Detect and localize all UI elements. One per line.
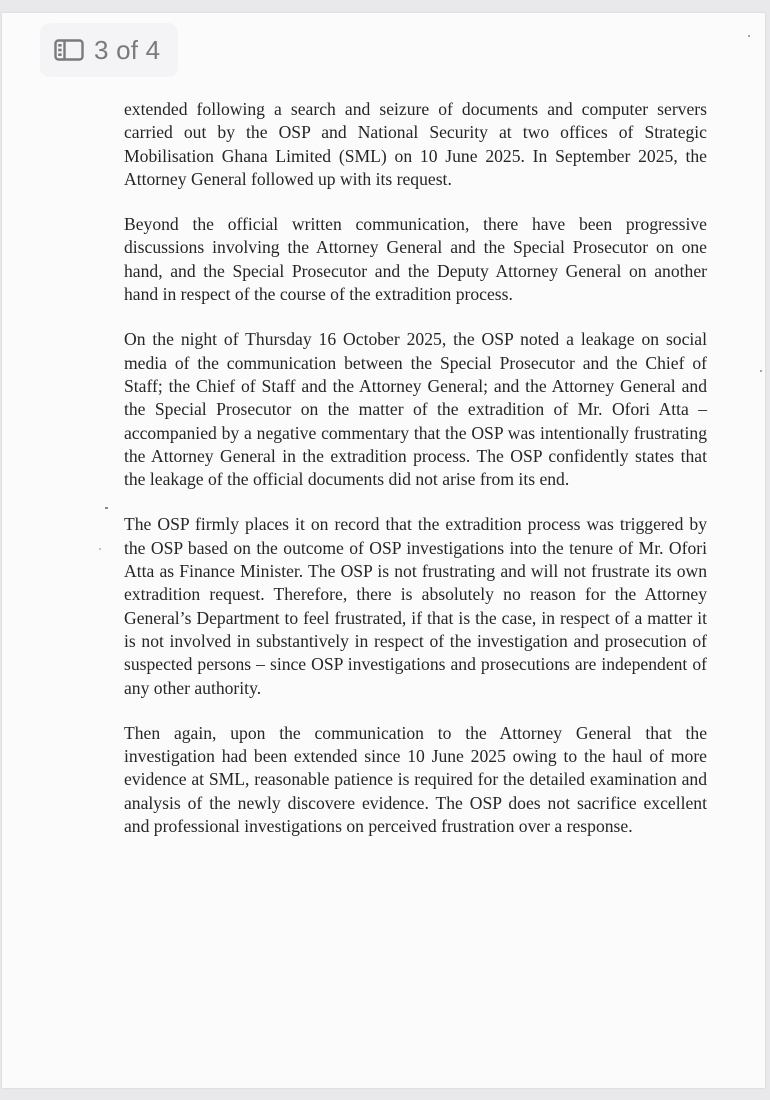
document-body: [124, 98, 707, 838]
scan-speck: [760, 370, 762, 372]
scan-speck: [99, 548, 101, 550]
paragraph-4: The OSP firmly places it on record that the extradition process was triggered by the OSP based on the outcome of OSP investigations into the tenure of Mr. Ofori Atta as Finance Minister. The OSP is not frustrating and will not frustrate its own extradition request. Therefore, there is absolutely no reason for the Attorney General’s Department to feel frustrated, if that is the case, in respect of a matter it is not involved in substantively in respect of the investigation and prosecution of suspected persons – since OSP investigations and prosecutions are independent of any other authority.: [124, 514, 707, 698]
paragraph-5: Then again, upon the communication to the Attorney General that the investigation had been extended since 10 June 2025 owing to the haul of more evidence at SML, reasonable patience is required for the detailed examination and analysis of the newly discovere evidence. The OSP does not sacrifice excellent and professional investigations on perceived frustration over a response.: [124, 722, 707, 837]
paragraph-2: Beyond the official written communication, there have been progressive discussions involving the Attorney General and the Special Prosecutor on one hand, and the Special Prosecutor and the Deputy Attorney General on another hand in respect of the course of the extradition process.: [124, 214, 707, 305]
paragraph-3: On the night of Thursday 16 October 2025, the OSP noted a leakage on social media of the communication between the Special Prosecutor and the Chief of Staff; the Chief of Staff and the Attorney General; and the Attorney General and the Special Prosecutor on the matter of the extradition of Mr. Ofori Atta – accompanied by a negative commentary that the OSP was intentionally frustrating the Attorney General in the extradition process. The OSP confidently states that the leakage of the official documents did not arise from its end.: [124, 329, 707, 490]
scan-speck: [105, 507, 108, 509]
scan-speck: [748, 35, 750, 37]
paragraph-1: extended following a search and seizure of documents and computer servers carried out by the OSP and National Security at two offices of Strategic Mobilisation Ghana Limited (SML) on 10 June 2025. In September 2025, the Attorney General followed up with its request.: [124, 99, 707, 189]
sidebar-icon[interactable]: [54, 39, 84, 61]
page-count-label: 3 of 4: [94, 34, 161, 65]
page-indicator[interactable]: [40, 23, 178, 77]
